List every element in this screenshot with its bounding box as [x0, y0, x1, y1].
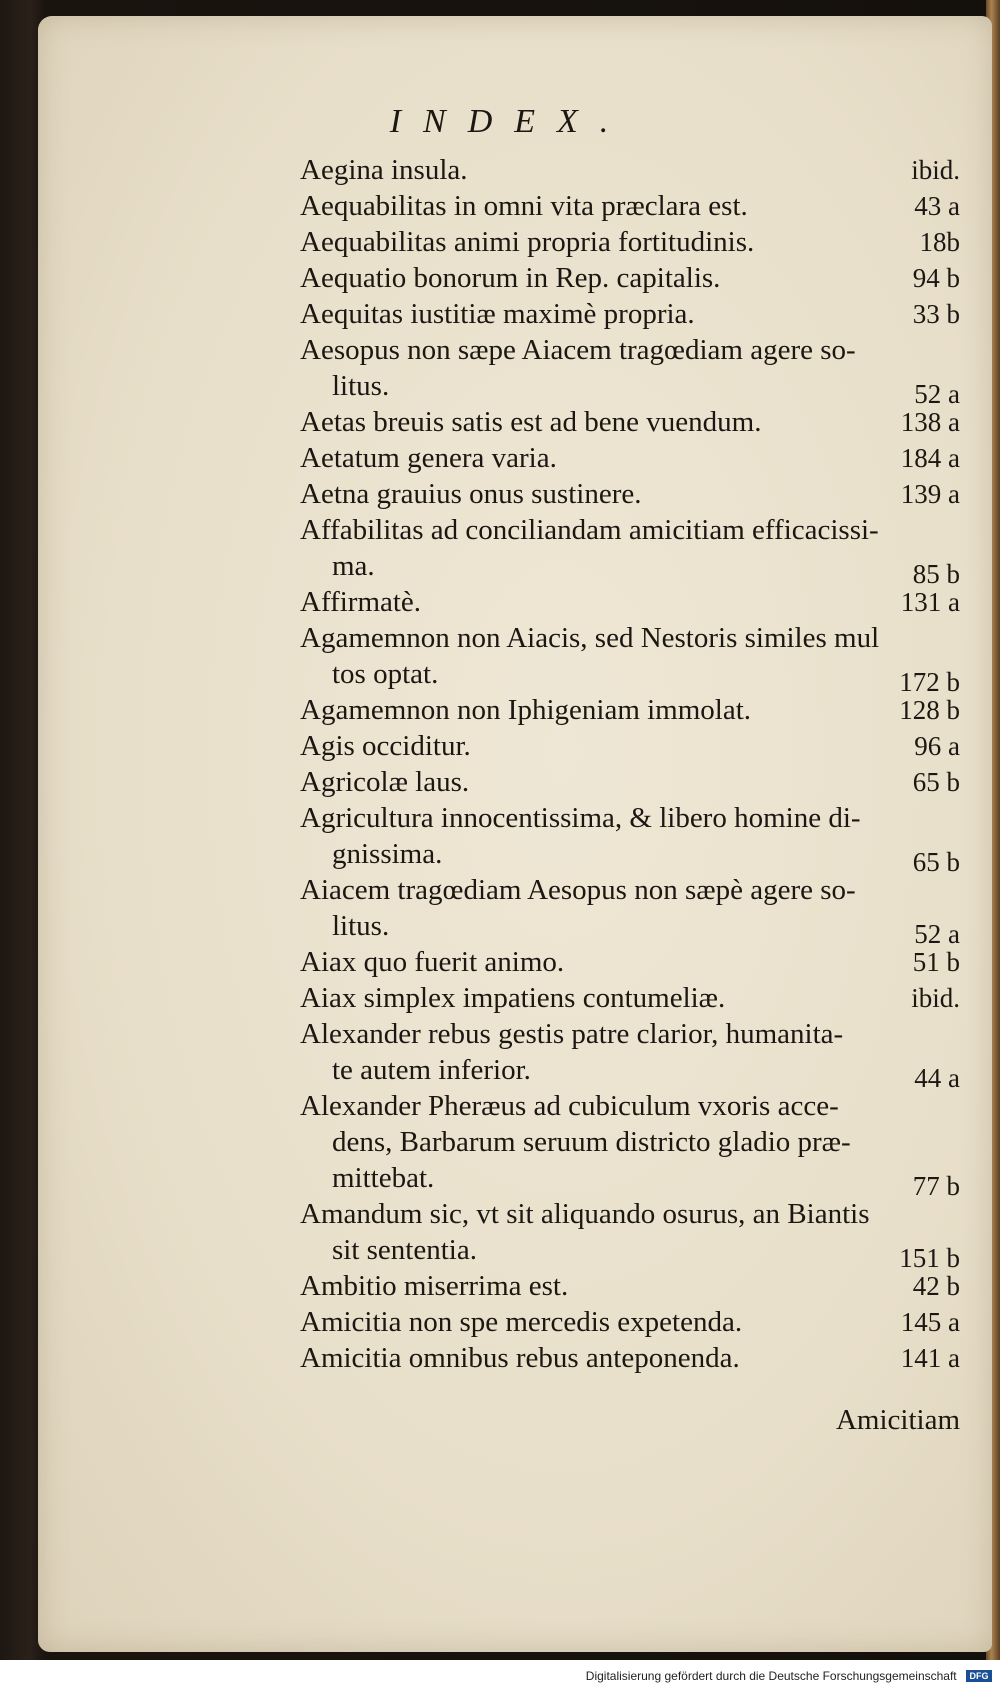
entry-text: Aetas breuis satis est ad bene vuendum.	[300, 406, 762, 438]
entry-text-continuation: te autem inferior.	[332, 1054, 531, 1086]
index-entry	[300, 692, 960, 728]
entry-text-continuation: tos optat.	[332, 658, 439, 690]
entry-text-continuation: dens, Barbarum seruum districto gladio præ-	[332, 1126, 851, 1158]
index-entry	[300, 296, 960, 332]
entry-text: Agricultura innocentissima, & libero homine di-	[300, 802, 861, 834]
index-entry	[300, 980, 960, 1016]
footer	[0, 1668, 1000, 1690]
index-entry	[300, 1016, 960, 1093]
index-entry	[300, 440, 960, 476]
index-entry-list	[300, 152, 960, 1376]
page-reference: ibid.	[911, 983, 960, 1013]
entry-text-continuation: litus.	[332, 910, 390, 942]
entry-text: Amandum sic, vt sit aliquando osurus, an Biantis	[300, 1198, 870, 1230]
entry-text: Alexander Pheræus ad cubiculum vxoris acce-	[300, 1090, 839, 1122]
entry-text: Affabilitas ad conciliandam amicitiam efficacissi-	[300, 514, 879, 546]
index-entry	[300, 188, 960, 224]
page-reference: 139 a	[900, 479, 960, 509]
page-reference: 96 a	[914, 731, 960, 761]
page-reference: 138 a	[900, 407, 960, 437]
page-reference: 172 b	[899, 667, 960, 697]
entry-text: Aequatio bonorum in Rep. capitalis.	[300, 262, 721, 294]
entry-text: Aiacem tragœdiam Aesopus non sæpè agere so-	[300, 874, 856, 906]
page-reference: 94 b	[912, 263, 960, 293]
entry-text: Amicitia omnibus rebus anteponenda.	[300, 1342, 740, 1374]
entry-text: Aegina insula.	[300, 154, 468, 186]
page-reference: 52 a	[914, 919, 960, 949]
entry-text: Aetatum genera varia.	[300, 442, 557, 474]
index-entry	[300, 872, 960, 949]
index-entry	[300, 224, 960, 260]
page-reference: 141 a	[900, 1343, 960, 1373]
entry-text: Ambitio miserrima est.	[300, 1270, 569, 1302]
page-reference: 33 b	[912, 299, 960, 329]
entry-text-continuation: litus.	[332, 370, 390, 402]
index-entry	[300, 152, 960, 188]
page-reference: 151 b	[899, 1243, 960, 1273]
page-reference: 43 a	[914, 191, 960, 221]
index-entry	[300, 476, 960, 512]
index-entry	[300, 764, 960, 800]
index-entry	[300, 1196, 960, 1273]
index-entry	[300, 944, 960, 980]
index-entry	[300, 1268, 960, 1304]
dfg-logo-icon: DFG	[966, 1670, 992, 1682]
page-reference: 85 b	[912, 559, 960, 589]
index-entry	[300, 404, 960, 440]
entry-text-continuation: gnissima.	[332, 838, 443, 870]
entry-text: Alexander rebus gestis patre clarior, humanita-	[300, 1018, 844, 1050]
index-entry	[300, 332, 960, 409]
entry-text-continuation: sit sententia.	[332, 1234, 477, 1266]
entry-text: Agamemnon non Iphigeniam immolat.	[300, 694, 752, 726]
page-reference: 52 a	[914, 379, 960, 409]
index-entry	[300, 1088, 960, 1201]
entry-text-continuation: mittebat.	[332, 1162, 435, 1194]
index-entry	[300, 728, 960, 764]
index-entry	[300, 1340, 960, 1376]
index-entry	[300, 260, 960, 296]
entry-text: Aetna grauius onus sustinere.	[300, 478, 642, 510]
entry-text: Agricolæ laus.	[300, 766, 470, 798]
index-entry	[300, 1304, 960, 1340]
page-reference: 184 a	[900, 443, 960, 473]
page-reference: 65 b	[912, 847, 960, 877]
entry-text: Aequabilitas in omni vita præclara est.	[300, 190, 748, 222]
catchword: Amicitiam	[835, 1404, 960, 1436]
entry-text: Amicitia non spe mercedis expetenda.	[300, 1306, 743, 1338]
entry-text: Aiax simplex impatiens contumeliæ.	[300, 982, 726, 1014]
funding-credit: Digitalisierung gefördert durch die Deutsche Forschungsgemeinschaft	[585, 1668, 957, 1683]
entry-text: Aiax quo fuerit animo.	[300, 946, 565, 978]
page-reference: 42 b	[912, 1271, 960, 1301]
page-header: INDEX.	[389, 103, 631, 140]
entry-text: Aequabilitas animi propria fortitudinis.	[300, 226, 755, 258]
page-reference: 131 a	[900, 587, 960, 617]
page-reference: 18b	[919, 227, 960, 257]
page-reference: ibid.	[911, 155, 960, 185]
page-reference: 128 b	[899, 695, 960, 725]
entry-text: Aesopus non sæpe Aiacem tragœdiam agere so-	[300, 334, 856, 366]
index-entry	[300, 512, 960, 589]
entry-text-continuation: ma.	[332, 550, 375, 582]
entry-text: Agis occiditur.	[300, 730, 471, 762]
index-entry	[300, 584, 960, 620]
index-entry	[300, 800, 960, 877]
page-reference: 65 b	[912, 767, 960, 797]
page-reference: 77 b	[912, 1171, 960, 1201]
page-reference: 51 b	[912, 947, 960, 977]
entry-text: Agamemnon non Aiacis, sed Nestoris similes mul	[300, 622, 880, 654]
page-reference: 44 a	[914, 1063, 960, 1093]
page-reference: 145 a	[900, 1307, 960, 1337]
index-entry	[300, 620, 960, 697]
entry-text: Aequitas iustitiæ maximè propria.	[300, 298, 695, 330]
entry-text: Affirmatè.	[300, 586, 422, 618]
